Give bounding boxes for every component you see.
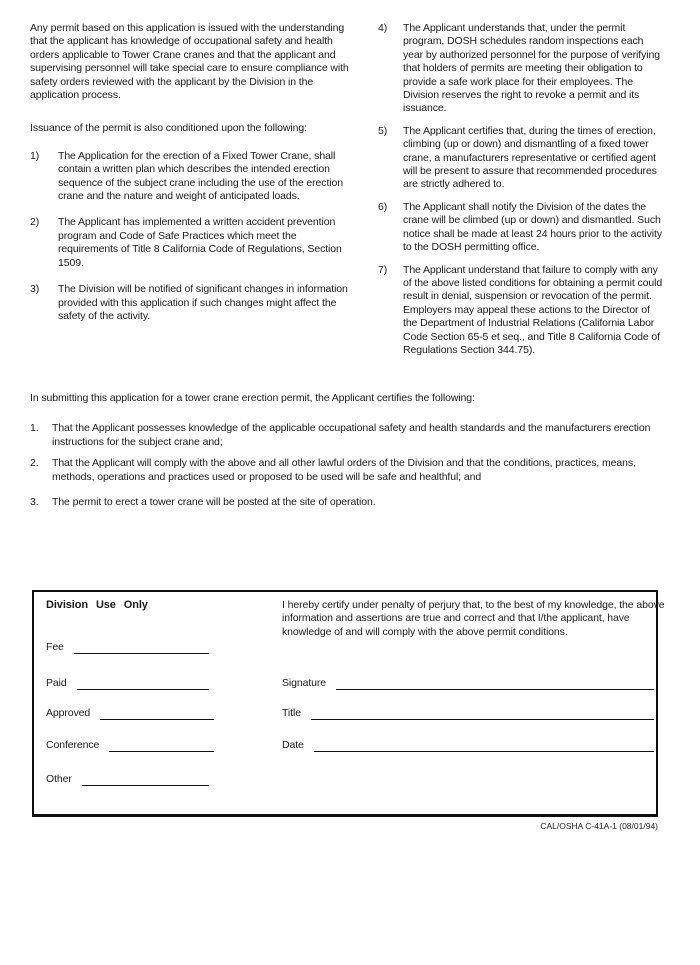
conference-label: Conference: [46, 738, 100, 751]
certification-number: 3.: [30, 496, 39, 509]
condition-item-5: [378, 125, 664, 192]
certification-text: The permit to erect a tower crane will be posted at the site of operation.: [52, 496, 376, 509]
condition-item-6: [378, 201, 664, 255]
date-label: Date: [282, 738, 304, 751]
condition-text: The Applicant understand that failure to comply with any of the above listed conditions for obtaining a permit could result in denial, suspension or revocation of the permit. Employers may appeal these actions to the Director of the Department of Industrial Relations (California Labor Code Section 65-5 et seq., and Title 8 California Code of Regulations Section 344.75).: [403, 263, 663, 356]
certification-section: [30, 392, 666, 517]
approved-fill-line[interactable]: [100, 706, 214, 720]
condition-text: The Applicant understands that, under the permit program, DOSH schedules random inspections each year by authorized personnel for the purpose of verifying that holders of permits are meeting their obligation to provide a safe work place for their employees. The Division reserves the right to revoke a permit and its issuance.: [403, 22, 660, 115]
certification-text: That the Applicant will comply with the above and all other lawful orders of the Division and that the conditions, practices, means, methods, operations and practices used or proposed to be used will be safe and healthful; and: [52, 457, 636, 483]
paid-fill-line[interactable]: [77, 676, 209, 690]
fee-label: Fee: [46, 640, 64, 653]
paid-label: Paid: [46, 676, 67, 689]
date-field: [282, 738, 654, 752]
condition-text: The Application for the erection of a Fixed Tower Crane, shall contain a written plan which describes the intended erection sequence of the subject crane including the use of the erection crane and the nature and weight of anticipated loads.: [58, 149, 343, 203]
condition-item-1: [30, 150, 350, 204]
conference-fill-line[interactable]: [109, 738, 214, 752]
other-fill-line[interactable]: [82, 772, 209, 786]
approved-label: Approved: [46, 706, 91, 719]
right-column: [378, 22, 664, 366]
condition-number: 1): [30, 149, 40, 162]
condition-text: The Applicant shall notify the Division of the dates the crane will be climbed (up or down) and dismantled. Such notice shall be made at least 24 hours prior to the activity to the DOSH permitting office.: [403, 200, 662, 254]
title-field: [282, 706, 654, 720]
perjury-certification-text: I hereby certify under penalty of perjury that, to the best of my knowledge, the above information and assertions are true and correct and that I/the applicant, have knowledge of and will comply with the above permit conditions.: [282, 599, 665, 638]
certification-item-3: [30, 496, 666, 509]
certification-item-1: [30, 422, 666, 449]
other-label: Other: [46, 772, 72, 785]
certification-number: 2.: [30, 457, 39, 470]
date-fill-line[interactable]: [314, 738, 654, 752]
approved-field: [46, 706, 214, 720]
title-label: Title: [282, 706, 301, 719]
intro-paragraph: Any permit based on this application is issued with the understanding that the applicant has knowledge of occupational safety and health orders applicable to Tower Crane cranes and that the applicant and supervising personnel will take special care to ensure compliance with safety orders reviewed with the applicant by the Division in the application process.: [30, 22, 349, 102]
issuance-heading: Issuance of the permit is also conditioned upon the following:: [30, 122, 307, 135]
division-use-only-box: [32, 590, 665, 817]
condition-text: The Applicant certifies that, during the times of erection, climbing (up or down) and dismantling of a fixed tower crane, a manufacturers representative or certified agent will be present to assure that recommended procedures are strictly adhered to.: [403, 124, 657, 191]
certification-number: 1.: [30, 422, 39, 435]
left-column: [30, 22, 350, 336]
certification-item-2: [30, 457, 666, 484]
condition-item-7: [378, 264, 664, 358]
signature-label: Signature: [282, 676, 327, 689]
condition-number: 2): [30, 216, 40, 229]
condition-text: The Division will be notified of significant changes in information provided with this application if such changes might affect the safety of the activity.: [58, 283, 348, 322]
division-box-title: Division Use Only: [46, 599, 148, 611]
signature-field: [282, 676, 654, 690]
certification-intro: In submitting this application for a tower crane erection permit, the Applicant certifies the following:: [30, 392, 475, 404]
fee-fill-line[interactable]: [74, 640, 209, 654]
fee-field: [46, 640, 209, 654]
condition-text: The Applicant has implemented a written accident prevention program and Code of Safe Practices which meet the requirements of Title 8 California Code of Regulations, Section 1509.: [58, 216, 342, 269]
signature-fill-line[interactable]: [336, 676, 654, 690]
paid-field: [46, 676, 209, 690]
condition-number: 4): [378, 22, 388, 34]
condition-number: 5): [378, 124, 388, 137]
condition-item-2: [30, 216, 350, 270]
title-fill-line[interactable]: [311, 706, 654, 720]
condition-number: 7): [378, 263, 388, 276]
other-field: [46, 772, 209, 786]
condition-item-4: [378, 22, 664, 116]
form-number: CAL/OSHA C-41A-1 (08/01/94): [540, 821, 658, 831]
condition-number: 3): [30, 283, 40, 296]
certification-text: That the Applicant possesses knowledge of the applicable occupational safety and health standards and the manufacturers erection instructions for the subject crane and;: [52, 422, 651, 448]
conference-field: [46, 738, 214, 752]
condition-item-3: [30, 283, 350, 323]
condition-number: 6): [378, 200, 388, 213]
